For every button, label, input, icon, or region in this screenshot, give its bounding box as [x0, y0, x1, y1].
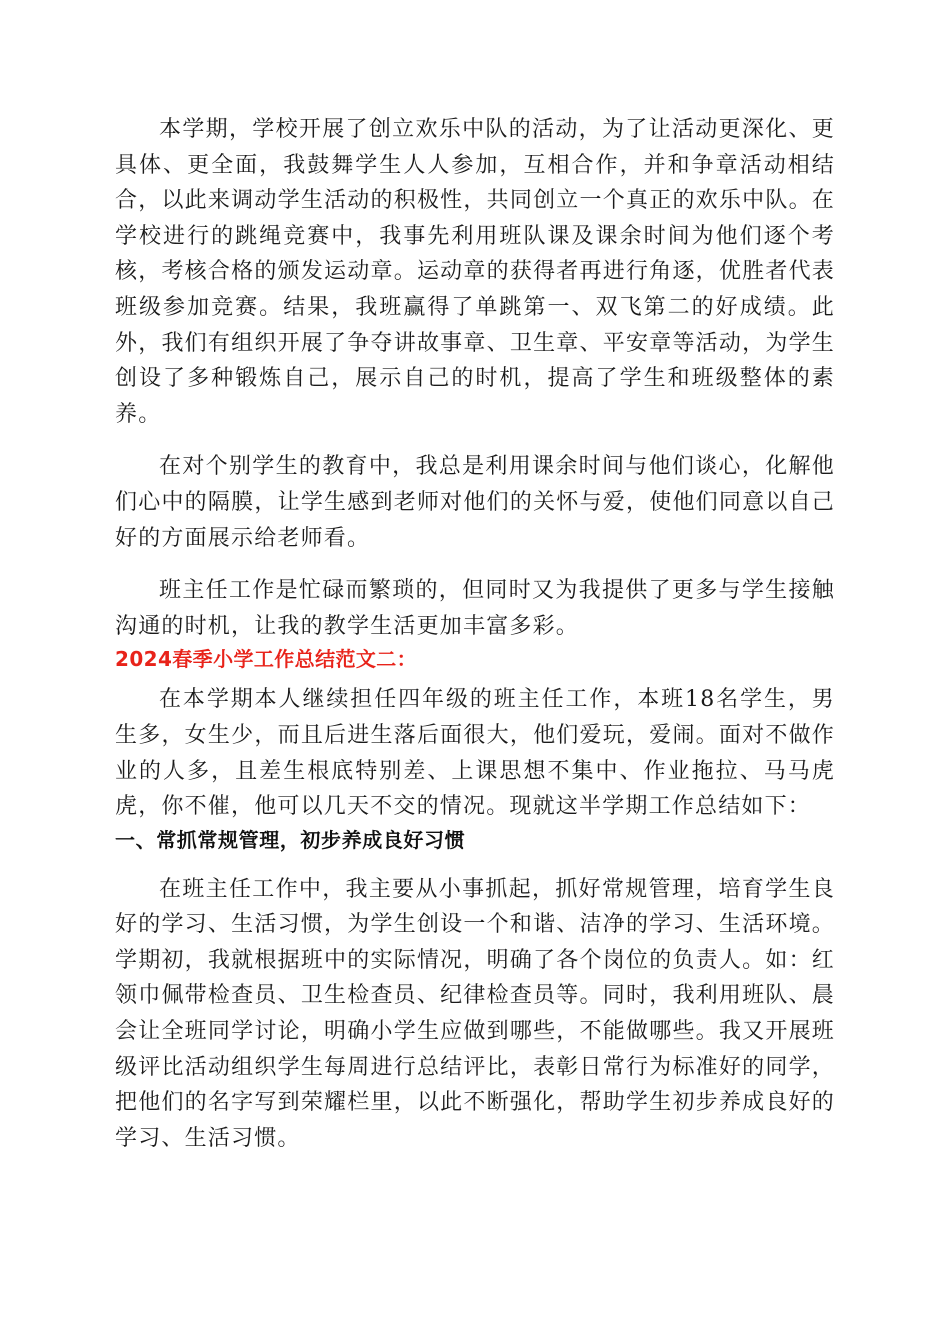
subheading-routine-management: 一、常抓常规管理，初步养成良好习惯: [115, 827, 466, 852]
paragraph-activities: 本学期，学校开展了创立欢乐中队的活动，为了让活动更深化、更具体、更全面，我鼓舞学生人人参加，互相合作，并和争章活动相结合，以此来调动学生活动的积极性，共同创立一个真正的欢乐中队。在学校进行的跳绳竞赛中，我事先利用班队课及课余时间为他们逐个考核，考核合格的颁发运动章。运动章的获得者再进行角逐，优胜者代表班级参加竞赛。结果，我班赢得了单跳第一、双飞第二的好成绩。此外，我们有组织开展了争夺讲故事章、卫生章、平安章等活动，为学生创设了多种锻炼自己，展示自己的时机，提高了学生和班级整体的素养。: [115, 117, 835, 427]
paragraph-teacher-reflection: 班主任工作是忙碌而繁琐的，但同时又为我提供了更多与学生接触沟通的时机，让我的教学生活更加丰富多彩。: [115, 578, 835, 639]
paragraph-class-overview: 在本学期本人继续担任四年级的班主任工作，本班18名学生，男生多，女生少，而且后进生落后面很大，他们爱玩，爱闹。面对不做作业的人多，且差生根底特别差、上课思想不集中、作业拖拉、马马虎虎，你不催，他可以几天不交的情况。现就这半学期工作总结如下：: [115, 687, 835, 820]
section-title: 2024春季小学工作总结范文二：: [115, 647, 418, 672]
document-body: [115, 112, 835, 1156]
paragraph-routine-management: 在班主任工作中，我主要从小事抓起，抓好常规管理，培育学生良好的学习、生活习惯，为学生创设一个和谐、洁净的学习、生活环境。学期初，我就根据班中的实际情况，明确了各个岗位的负责人。如：红领巾佩带检查员、卫生检查员、纪律检查员等。同时，我利用班队、晨会让全班同学讨论，明确小学生应做到哪些，不能做哪些。我又开展班级评比活动组织学生每周进行总结评比，表彰日常行为标准好的同学，把他们的名字写到荣耀栏里，以此不断强化，帮助学生初步养成良好的学习、生活习惯。: [115, 876, 835, 1151]
paragraph-individual-education: 在对个别学生的教育中，我总是利用课余时间与他们谈心，化解他们心中的隔膜，让学生感到老师对他们的关怀与爱，使他们同意以自己好的方面展示给老师看。: [115, 454, 835, 551]
